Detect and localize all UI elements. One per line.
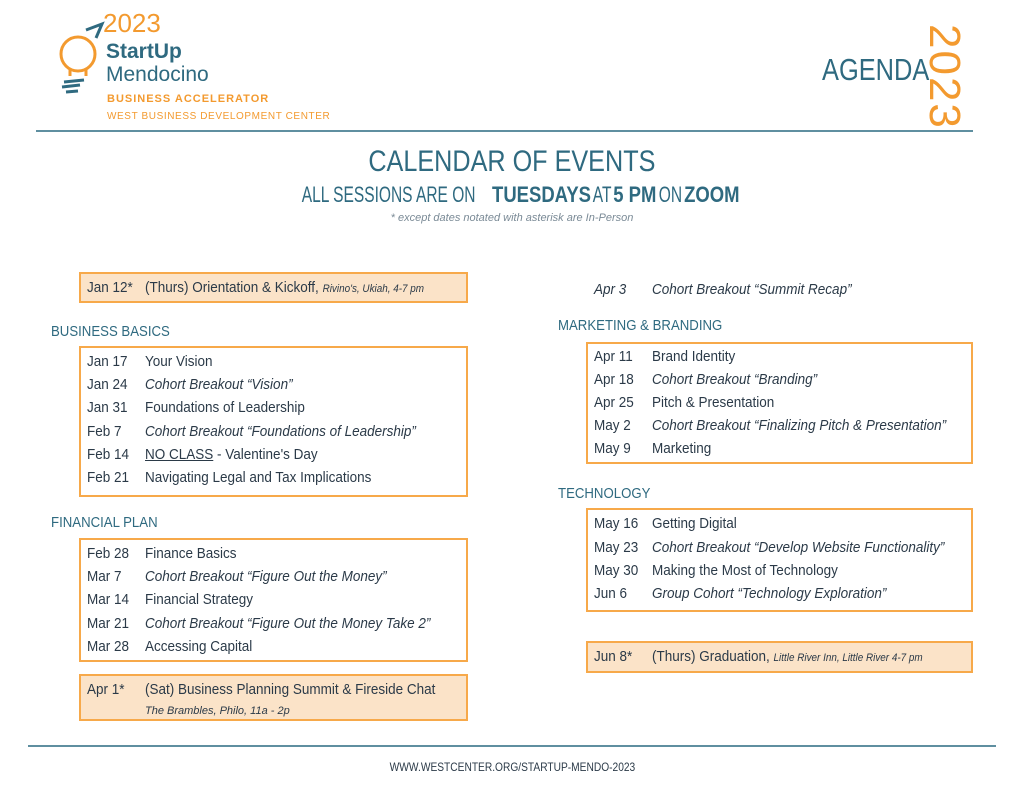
financial-plan-list: Feb 28 Finance Basics Mar 7 Cohort Breakout “Figure Out the Money” Mar 14 Financial Strategy Mar 21 Cohort Breakout “Figure Out the Money Take 2” Mar 28 Accessing Capital: [79, 538, 468, 662]
section-financial-plan: FINANCIAL PLAN: [51, 514, 158, 531]
footer-divider: [28, 745, 996, 747]
agenda-year: 2023: [920, 24, 969, 130]
event-detail: The Brambles, Philo, 11a - 2p: [145, 705, 290, 717]
logo: [50, 8, 108, 106]
footer-url[interactable]: WWW.WESTCENTER.ORG/STARTUP-MENDO-2023: [389, 760, 635, 774]
logo-mendocino: Mendocino: [106, 63, 209, 86]
event-text: (Thurs) Graduation, Little River Inn, Little River 4-7 pm: [652, 648, 923, 665]
event-text: (Thurs) Orientation & Kickoff, Rivino's, Ukiah, 4-7 pm: [145, 279, 425, 296]
agenda-label: AGENDA: [822, 52, 930, 87]
asterisk-note: * except dates notated with asterisk are In-Person: [390, 212, 634, 224]
kickoff-event: [79, 272, 468, 303]
logo-startup: StartUp: [106, 40, 182, 63]
section-marketing: MARKETING & BRANDING: [558, 317, 723, 334]
logo-year: 2023: [103, 8, 161, 38]
marketing-list: Apr 11 Brand Identity Apr 18 Cohort Breakout “Branding” Apr 25 Pitch & Presentation May 2 Cohort Breakout “Finalizing Pitch & Presentation” May 9 Marketing: [586, 342, 973, 464]
event-date: Jun 8*: [594, 648, 633, 665]
section-business-basics: BUSINESS BASICS: [51, 323, 170, 340]
page-subtitle: ALL SESSIONS ARE ONTUESDAYSAT5 PMONZOOM: [301, 182, 740, 207]
event-date: Apr 1*: [87, 681, 125, 698]
business-basics-list: Jan 17 Your Vision Jan 24 Cohort Breakout “Vision” Jan 31 Foundations of Leadership Feb 7 Cohort Breakout “Foundations of Leadership” Feb 14 NO CLASS - Valentine's Day Feb 21 Navigating Legal and Tax Implications: [79, 346, 468, 497]
logo-accelerator: BUSINESS ACCELERATOR: [107, 93, 270, 105]
section-technology: TECHNOLOGY: [558, 485, 651, 502]
logo-center: WEST BUSINESS DEVELOPMENT CENTER: [107, 111, 331, 122]
header-divider: [36, 130, 973, 132]
lightbulb-rocket-icon: [50, 8, 108, 106]
event-date: Jan 12*: [87, 279, 133, 296]
graduation-event: [586, 641, 973, 673]
page-title: CALENDAR OF EVENTS: [368, 145, 656, 178]
technology-list: May 16 Getting Digital May 23 Cohort Breakout “Develop Website Functionality” May 30 Making the Most of Technology Jun 6 Group Cohort “Technology Exploration”: [586, 508, 973, 612]
summit-event: [79, 674, 468, 721]
event-text: (Sat) Business Planning Summit & Fireside Chat: [145, 681, 436, 698]
